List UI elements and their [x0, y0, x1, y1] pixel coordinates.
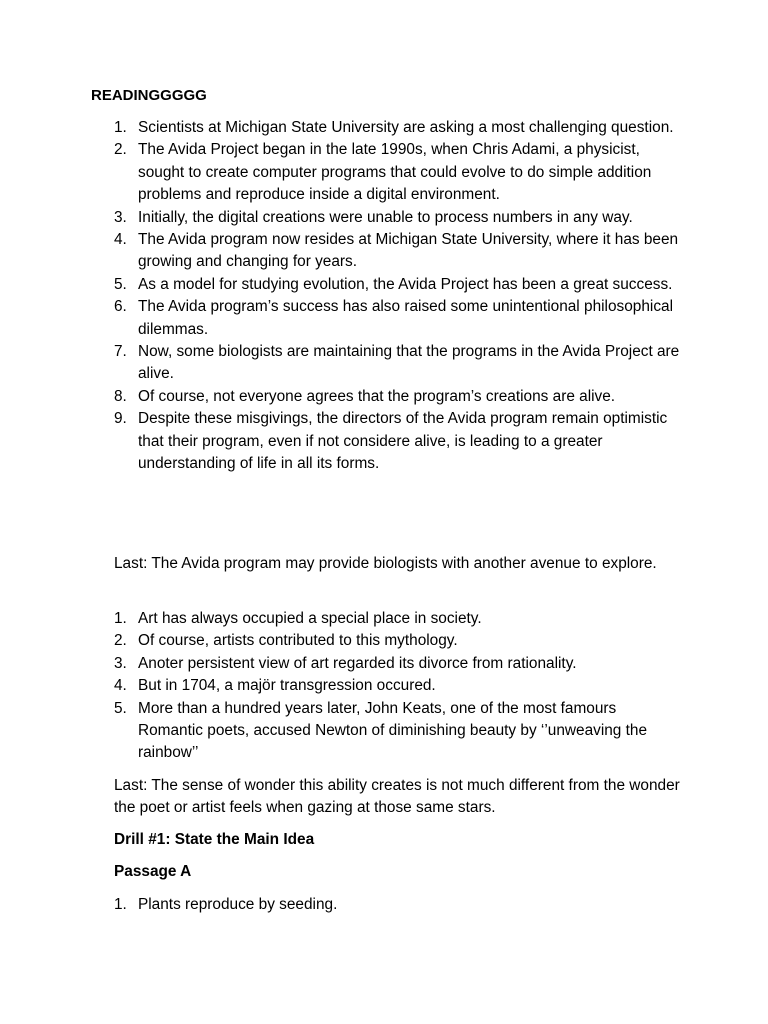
numbered-list-art — [114, 608, 684, 765]
list-item — [114, 653, 684, 675]
list-number: 5. — [114, 699, 127, 717]
list-item-text: Despite these misgivings, the directors of the Avida program remain optimistic that their program, even if not considere alive, is leading to a greater understanding of life in all its forms. — [138, 410, 668, 473]
list-number: 2. — [114, 141, 127, 159]
list-number: 3. — [114, 208, 127, 226]
list-item — [114, 698, 684, 765]
list-item — [114, 630, 684, 652]
list-item — [114, 207, 684, 229]
list-number: 1. — [114, 119, 127, 136]
passage-heading: Passage A — [114, 863, 192, 880]
list-number: 3. — [114, 654, 127, 672]
list-item — [114, 274, 684, 296]
list-item-text: As a model for studying evolution, the Avida Project has been a great success. — [138, 275, 673, 293]
list-item — [114, 894, 684, 916]
list-item — [114, 229, 684, 274]
list-item — [114, 408, 684, 475]
list-item — [114, 139, 684, 206]
list-item-text: Anoter persistent view of art regarded its divorce from rationality. — [138, 654, 577, 672]
list-item — [114, 117, 684, 139]
last-sentence-avida: Last: The Avida program may provide biologists with another avenue to explore. — [114, 555, 657, 572]
list-number: 9. — [114, 410, 127, 428]
list-item-text: The Avida program now resides at Michigan State University, where it has been growing and changing for years. — [138, 231, 679, 271]
list-item-text: Of course, not everyone agrees that the program’s creations are alive. — [138, 387, 616, 405]
list-number: 2. — [114, 632, 127, 650]
list-item-text: Of course, artists contributed to this mythology. — [138, 632, 458, 650]
list-item-text: Art has always occupied a special place in society. — [138, 610, 482, 627]
numbered-list-avida — [114, 117, 684, 476]
document-title: READINGGGGG — [91, 87, 207, 104]
list-item-text: The Avida program’s success has also raised some unintentional philosophical dilemmas. — [138, 298, 673, 338]
list-number: 5. — [114, 275, 127, 293]
list-item — [114, 296, 684, 341]
list-item-text: Now, some biologists are maintaining that the programs in the Avida Project are alive. — [138, 343, 680, 383]
list-item-text: More than a hundred years later, John Keats, one of the most famours Romantic poets, accused Newton of diminishing beauty by ‘’unweaving the rainbow’’ — [138, 699, 648, 762]
list-number: 4. — [114, 677, 127, 695]
list-number: 8. — [114, 387, 127, 405]
list-item — [114, 386, 684, 408]
drill-heading: Drill #1: State the Main Idea — [114, 831, 315, 848]
list-item-text: But in 1704, a majör transgression occured. — [138, 677, 436, 695]
list-number: 1. — [114, 896, 127, 913]
list-number: 1. — [114, 610, 127, 627]
list-item-text: Plants reproduce by seeding. — [138, 896, 338, 913]
list-number: 7. — [114, 343, 127, 361]
list-item-text: Initially, the digital creations were unable to process numbers in any way. — [138, 208, 633, 226]
list-item-text: The Avida Project began in the late 1990s, when Chris Adami, a physicist, sought to create computer programs that could evolve to do simple addition problems and reproduce inside a digital environment. — [138, 141, 652, 204]
list-item — [114, 608, 684, 630]
list-number: 6. — [114, 298, 127, 316]
list-item-text: Scientists at Michigan State University are asking a most challenging question. — [138, 119, 674, 136]
list-item — [114, 675, 684, 697]
list-item — [114, 341, 684, 386]
last-sentence-art: Last: The sense of wonder this ability creates is not much different from the wonder the poet or artist feels when gazing at those same stars. — [114, 777, 680, 817]
numbered-list-passage-a — [114, 894, 684, 916]
list-number: 4. — [114, 231, 127, 249]
